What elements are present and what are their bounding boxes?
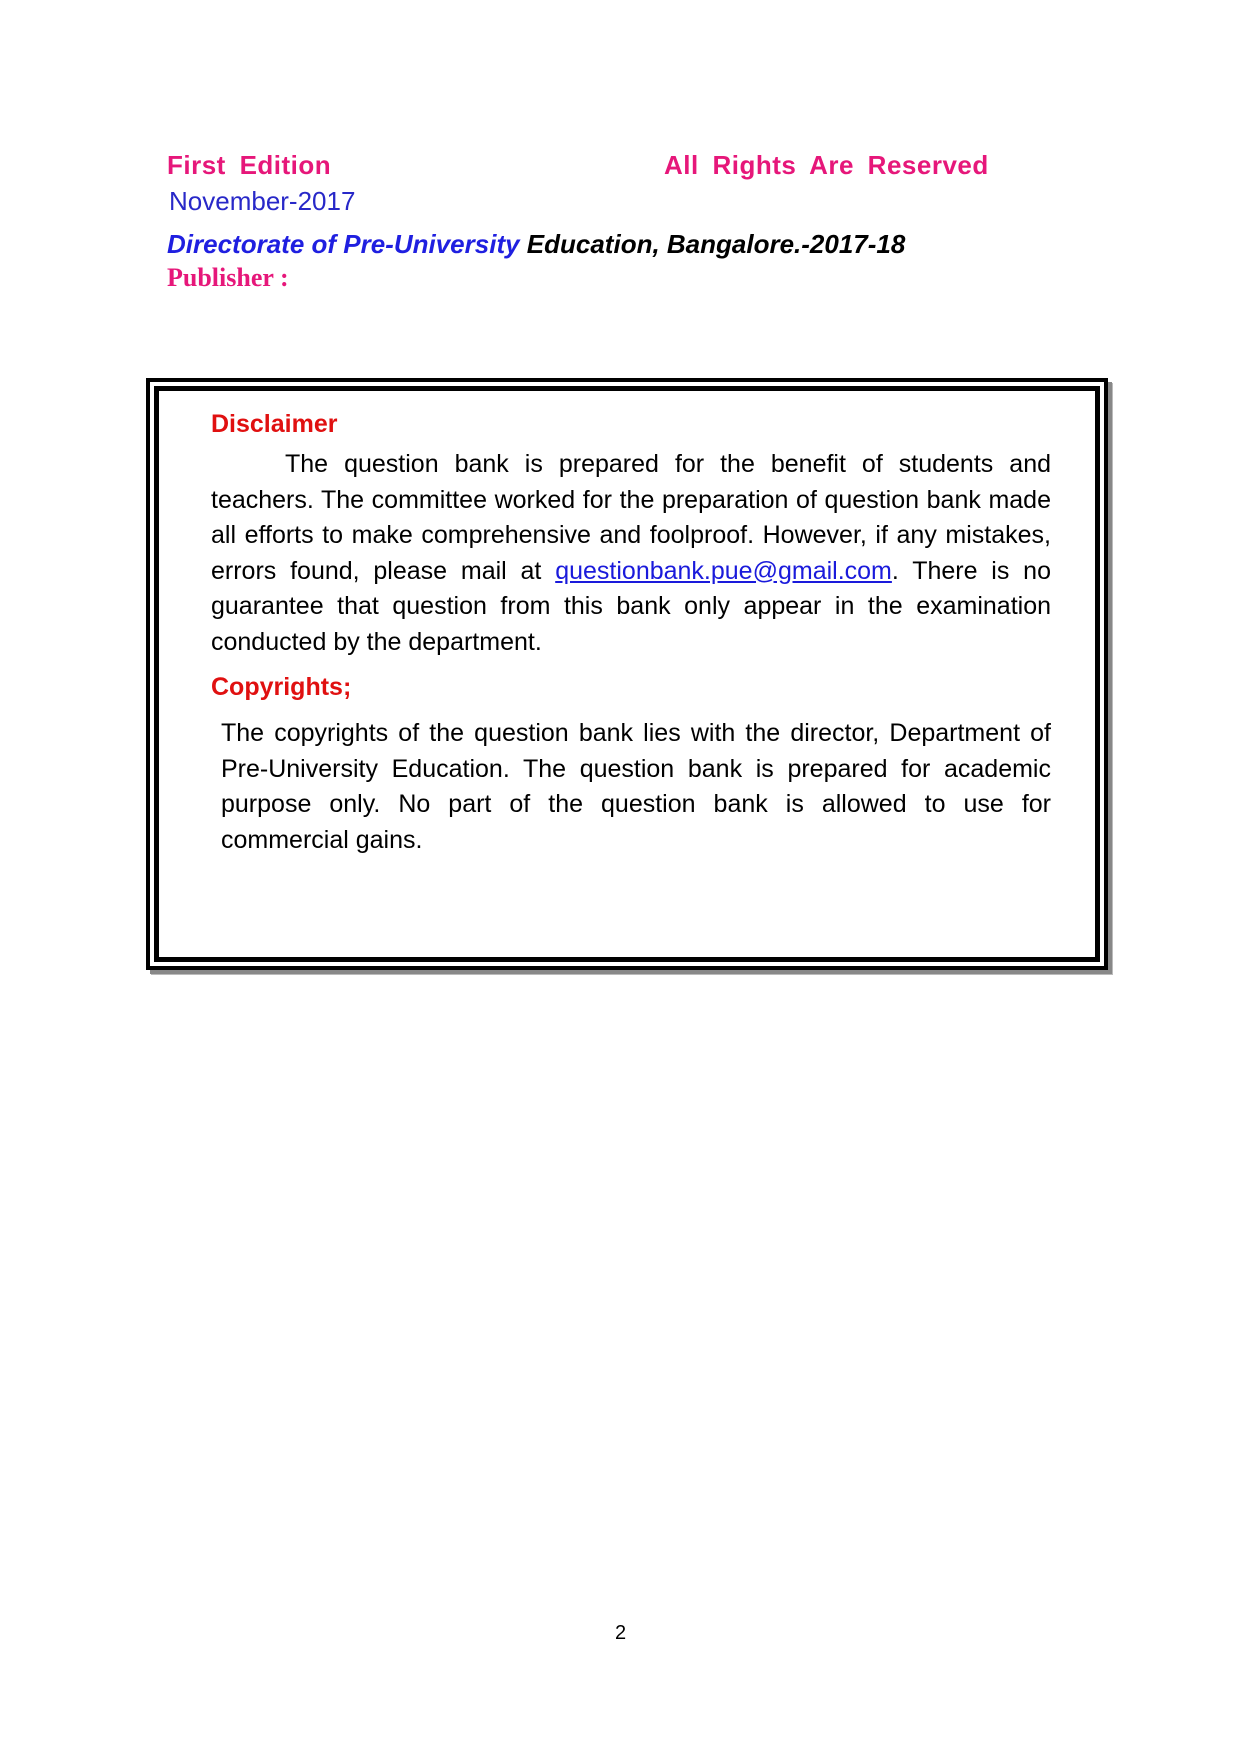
disclaimer-paragraph — [211, 447, 1051, 660]
edition-label: First Edition — [167, 150, 332, 180]
disclaimer-heading: Disclaimer — [211, 410, 338, 438]
edition-date: November-2017 — [169, 186, 356, 216]
page-number: 2 — [614, 1622, 627, 1644]
rights-label: All Rights Are Reserved — [664, 150, 989, 180]
directorate-location: Education, Bangalore.-2017-18 — [519, 229, 906, 259]
publisher-label: Publisher : — [167, 263, 289, 292]
copyrights-heading: Copyrights; — [211, 673, 352, 701]
copyrights-paragraph: The copyrights of the question bank lies with the director, Department of Pre-University Education. The question bank is prepared for academic purpose only. No part of the question bank is allowed to use for commercial gains. — [221, 719, 1051, 854]
directorate-line — [167, 229, 905, 260]
disclaimer-text-end: . There is no guarantee that question from this bank only appear in the examination conducted by the department. — [211, 556, 1051, 656]
email-link[interactable]: questionbank.pue@gmail.com — [555, 556, 892, 585]
disclaimer-text-start: The question bank is prepared for the benefit of students and teachers. The committee worked for the preparation of question bank made all efforts to make comprehensive and foolproof. However, if any mistakes, errors found, please mail at — [211, 450, 1051, 585]
disclaimer-box-content — [211, 410, 1051, 858]
directorate-name: Directorate of Pre-University — [167, 229, 520, 259]
